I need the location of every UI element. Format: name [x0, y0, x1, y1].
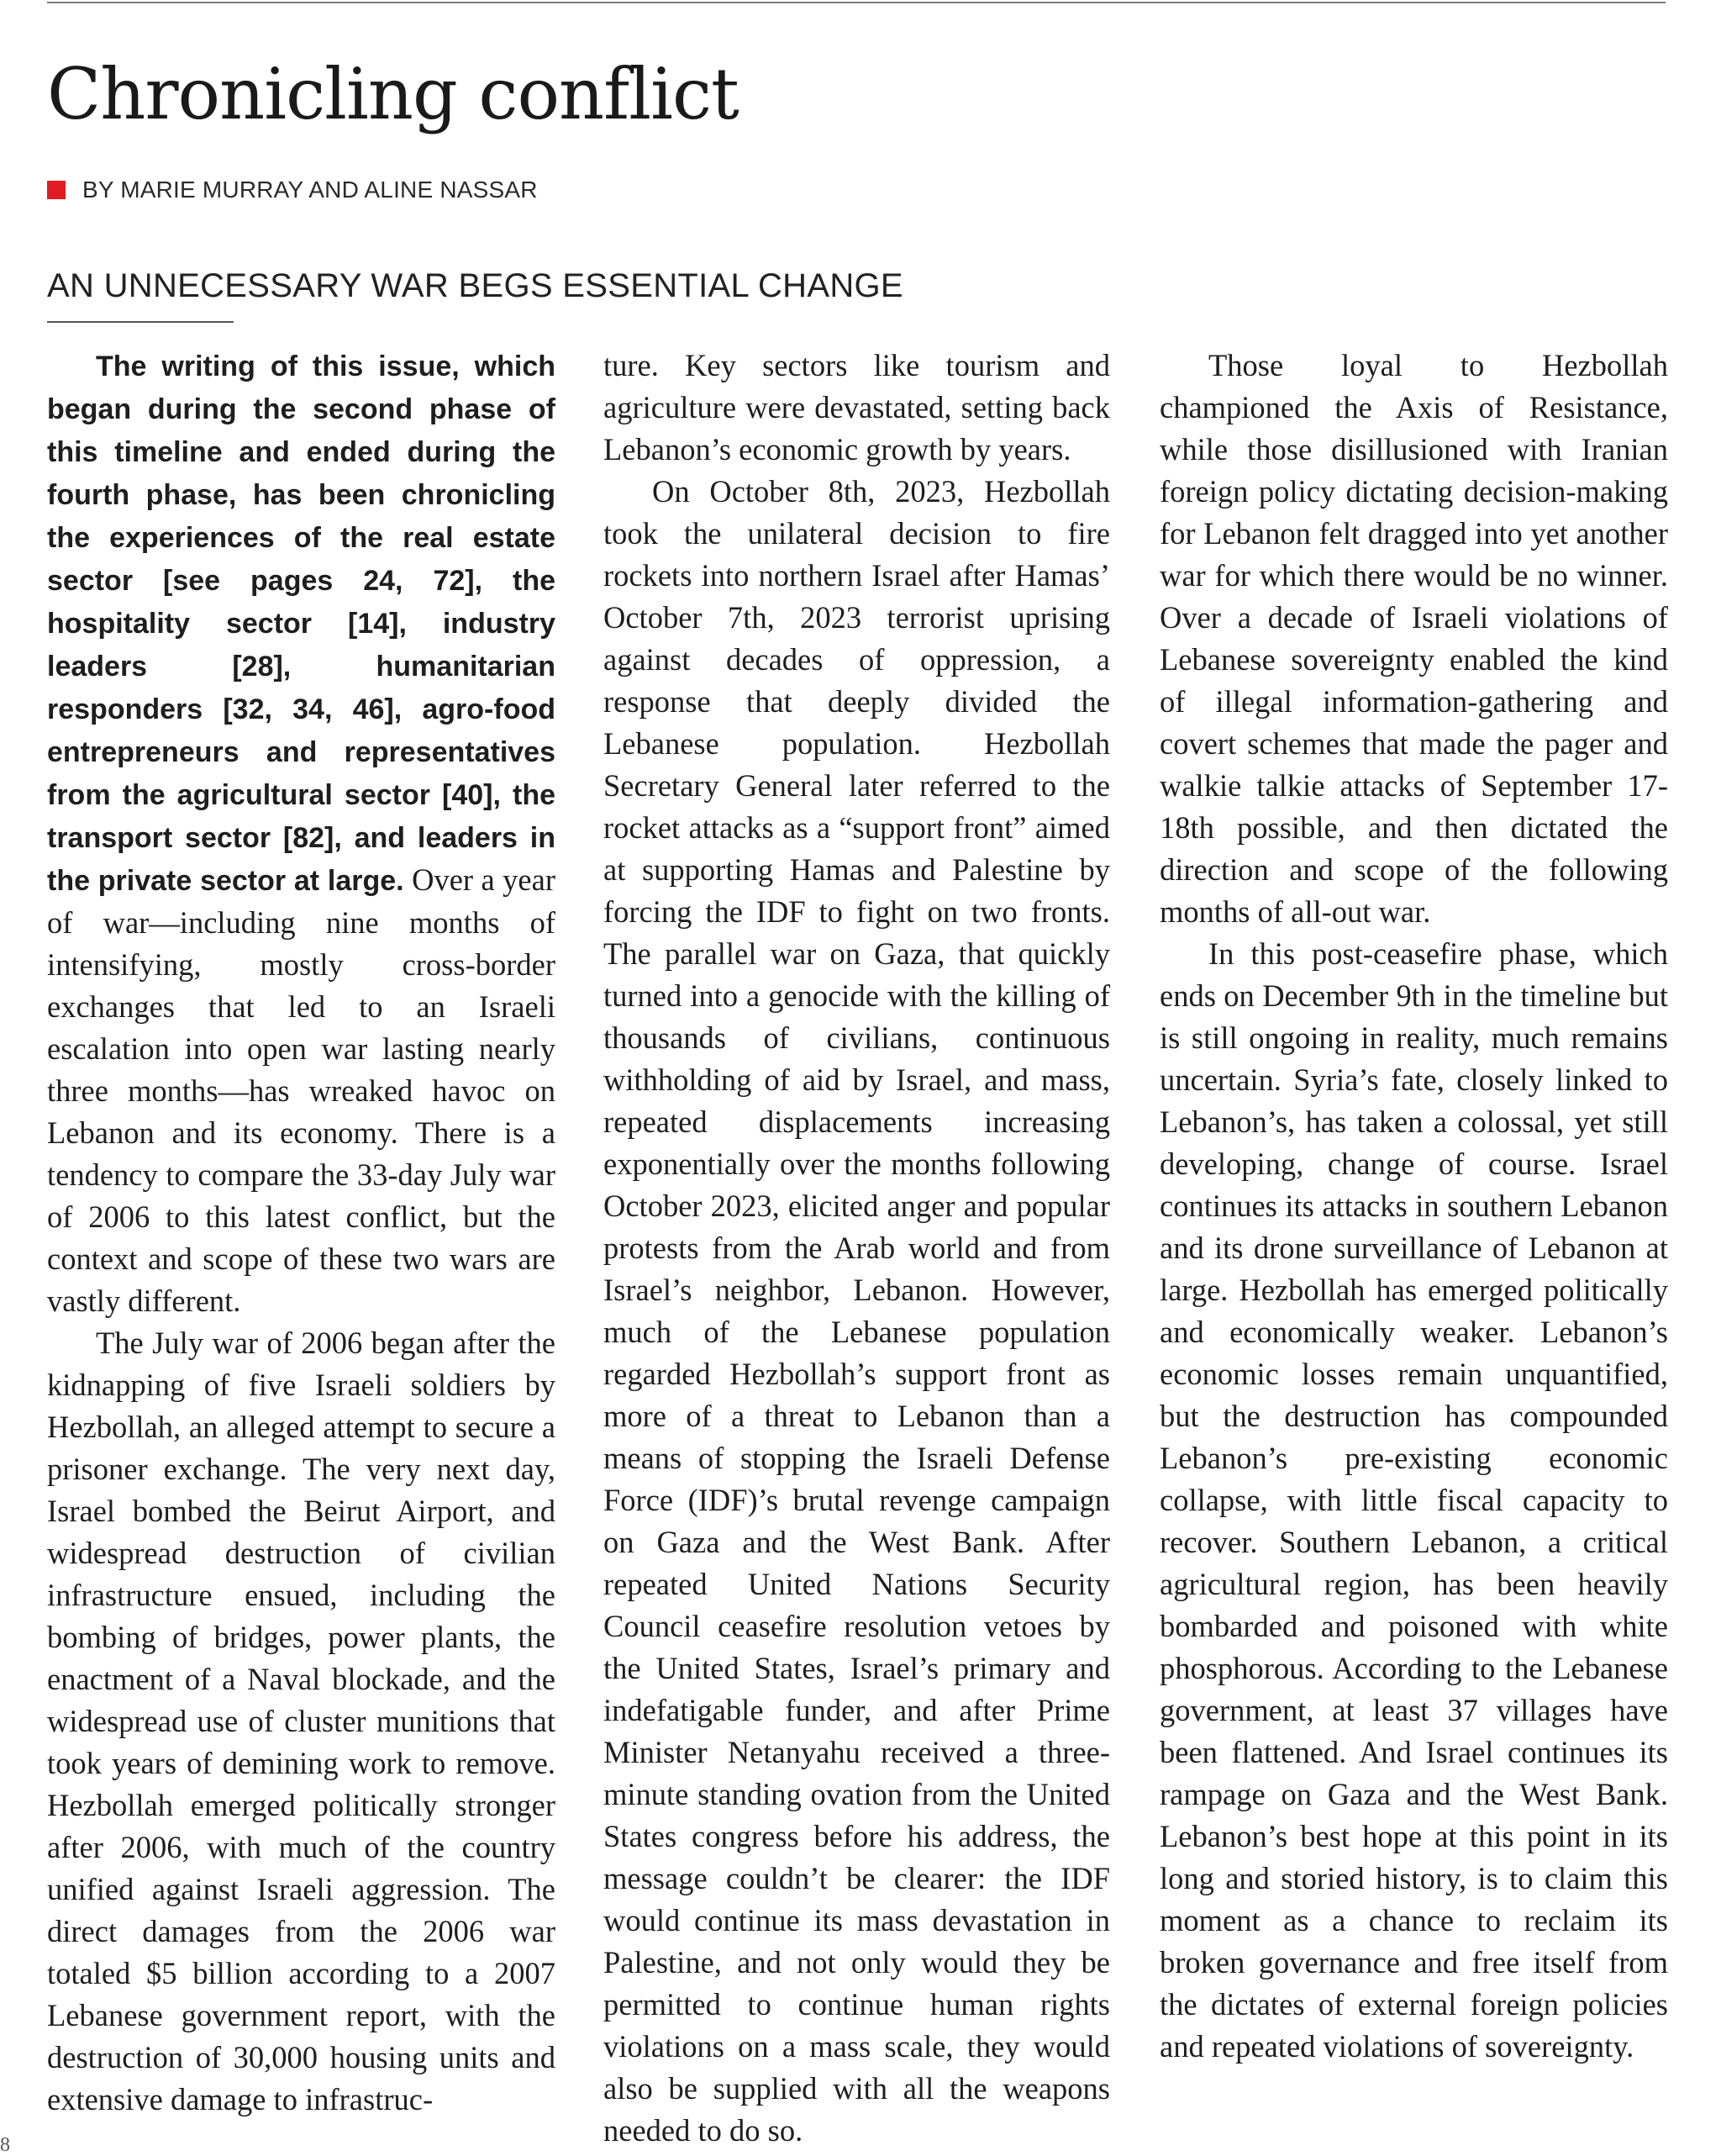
lead-in-text: The writing of this issue, which began during the second phase of this timeline and ended during the fourth phase, has been chronicling the experiences of the real estate sector [see pages 24, 72], the hospitality sector [14], industry leaders [28], humanitarian responders [32, 34, 46], agro-food entrepreneurs and representatives from the agricultural sector [40], the transport sector [82], and leaders in the private sector at large.	[47, 351, 555, 897]
paragraph-2: The July war of 2006 began after the kidnapping of five Israeli soldiers by Hezbollah, an alleged attempt to secure a prisoner exchange. The very next day, Israel bombed the Beirut Airport, and widespread destruction of civilian infrastructure ensued, including the bombing of bridges, power plants, the enactment of a Naval blockade, and the widespread use of cluster munitions that took years of demining work to remove. Hezbollah emerged politically stronger after 2006, with much of the country unified against Israeli aggression. The direct damages from the 2006 war totaled $5 billion according to a 2007 Lebanese government report, with the destruction of 30,000 housing units and extensive damage to infrastruc-	[47, 1326, 555, 2116]
paragraph-1-body: Over a year of war—including nine months of intensifying, mostly cross-border exchanges that led to an Israeli escalation into open war lasting nearly three months—has wreaked havoc on Lebanon and its economy. There is a tendency to compare the 33-day July war of 2006 to this latest conflict, but the context and scope of these two wars are vastly different.	[47, 862, 555, 1318]
article-column-2	[603, 345, 1110, 2152]
article-column-3	[1160, 345, 1668, 2068]
byline	[47, 177, 538, 203]
top-rule	[47, 2, 1666, 3]
paragraph-3-continuation: ture. Key sectors like tourism and agriculture were devastated, setting back Lebanon’s economic growth by years.	[603, 348, 1110, 467]
paragraph-5: Those loyal to Hezbollah championed the Axis of Resistance, while those disillusioned with Iranian foreign policy dictating decision-making for Lebanon felt dragged into yet another war for which there would be no winner. Over a decade of Israeli violations of Lebanese sovereignty enabled the kind of illegal information-gathering and covert schemes that made the pager and walkie talkie attacks of September 17-18th possible, and then dictated the direction and scope of the following months of all-out war.	[1160, 348, 1668, 929]
article-column-1	[47, 345, 555, 2121]
section-title: AN UNNECESSARY WAR BEGS ESSENTIAL CHANGE	[47, 267, 903, 304]
byline-text: BY MARIE MURRAY AND ALINE NASSAR	[82, 177, 538, 203]
byline-marker-square	[47, 181, 66, 199]
article-headline: Chronicling conflict	[47, 53, 739, 135]
paragraph-4: On October 8th, 2023, Hezbollah took the unilateral decision to fire rockets into northern Israel after Hamas’ October 7th, 2023 terrorist uprising against decades of oppression, a response that deeply divided the Lebanese population. Hezbollah Secretary General later referred to the rocket attacks as a “support front” aimed at supporting Hamas and Palestine by forcing the IDF to fight on two fronts. The parallel war on Gaza, that quickly turned into a genocide with the killing of thousands of civilians, continuous withholding of aid by Israel, and mass, repeated displacements increasing exponentially over the months following October 2023, elicited anger and popular protests from the Arab world and from Israel’s neighbor, Lebanon. However, much of the Lebanese population regarded Hezbollah’s support front as more of a threat to Lebanon than a means of stopping the Israeli Defense Force (IDF)’s brutal revenge campaign on Gaza and the West Bank. After repeated United Nations Security Council ceasefire resolution vetoes by the United States, Israel’s primary and indefatigable funder, and after Prime Minister Netanyahu received a three-minute standing ovation from the United States congress before his address, the message couldn’t be clearer: the IDF would continue its mass devastation in Palestine, and not only would they be permitted to continue human rights violations on a mass scale, they would also be supplied with all the weapons needed to do so.	[603, 474, 1110, 2148]
paragraph-6: In this post-ceasefire phase, which ends on December 9th in the timeline but is still ongoing in reality, much remains uncertain. Syria’s fate, closely linked to Lebanon’s, has taken a colossal, yet still developing, change of course. Israel continues its attacks in southern Lebanon and its drone surveillance of Lebanon at large. Hezbollah has emerged politically and economically weaker. Lebanon’s economic losses remain unquantified, but the destruction has compounded Lebanon’s pre-existing economic collapse, with little fiscal capacity to recover. Southern Lebanon, a critical agricultural region, has been heavily bombarded and poisoned with white phosphorous. According to the Lebanese government, at least 37 villages have been flattened. And Israel continues its rampage on Gaza and the West Bank. Lebanon’s best hope at this point in its long and storied history, is to claim this moment as a chance to reclaim its broken governance and free itself from the dictates of external foreign policies and repeated violations of sovereignty.	[1160, 936, 1668, 2064]
paragraph-1	[47, 345, 555, 1322]
section-title-rule	[47, 321, 234, 323]
page-number: 8	[0, 2134, 10, 2156]
